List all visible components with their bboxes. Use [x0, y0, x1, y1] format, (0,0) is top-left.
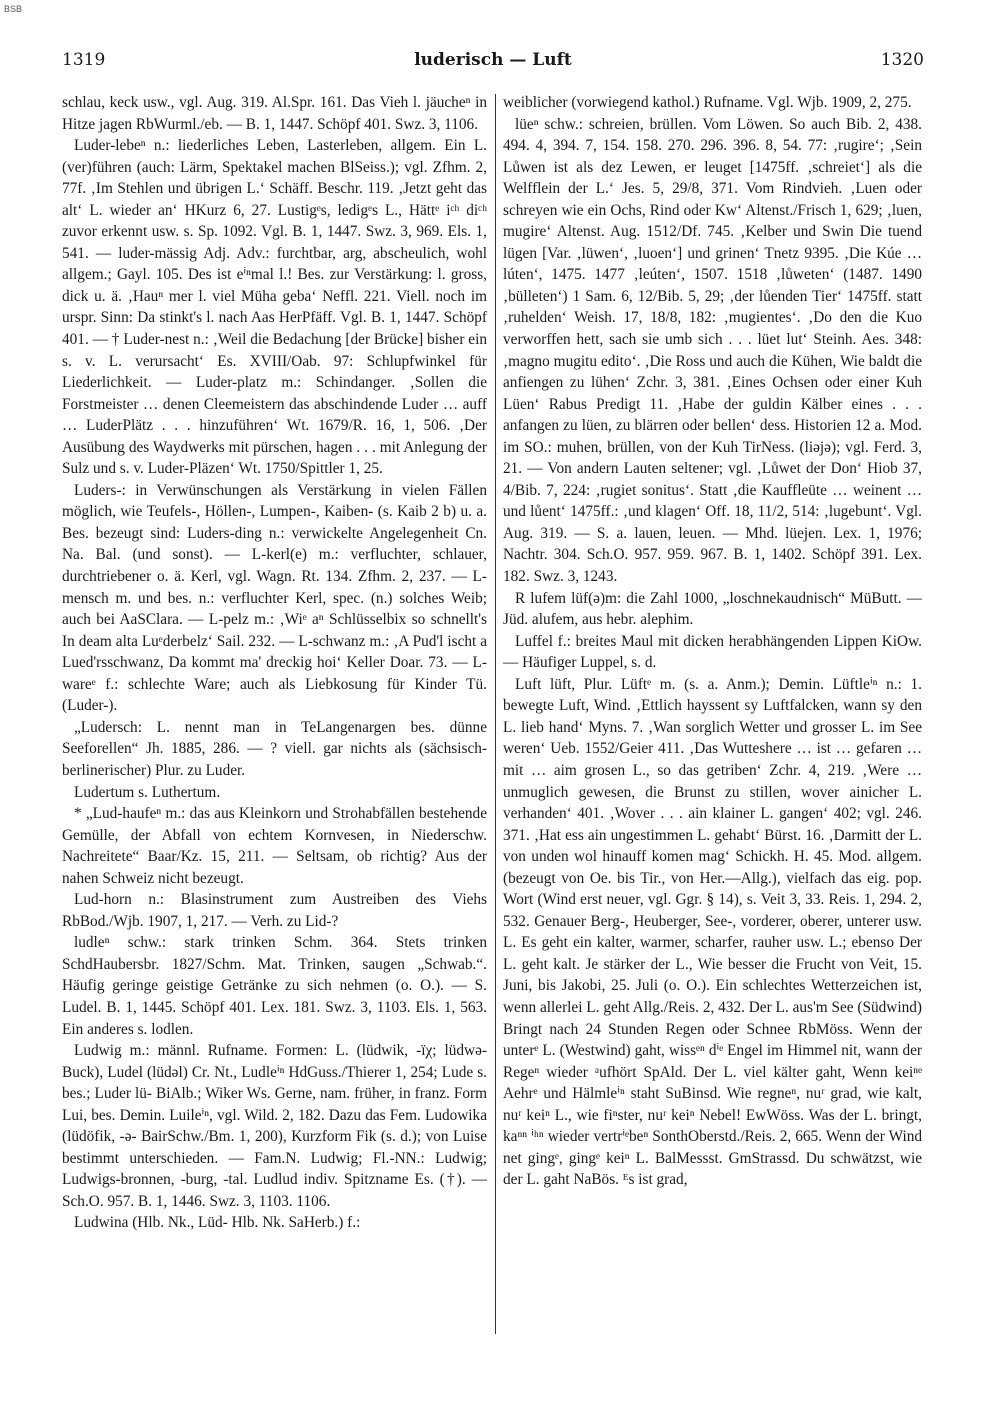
dictionary-entry: Ludwig m.: männl. Rufname. Formen: L. (lüdwik, -ïχ; lüdwə- Buck), Ludel (lüdəl) Cr. Nt., Ludleⁱⁿ HdGuss./Thierer 1, 254; Lude s. bes.; Luder lü- BiAlb.; Wiker Ws. Gerne, nam. früher, in franz. Form Lui, bes. Demin. Luileⁱⁿ, vgl. Wild. 2, 182. Dazu das Fem. Ludowika (lüdöfik, -ə- BairSchw./Bm. 1, 200), Kurzform Fik (s. d.); von Luise bestimmt unterschieden. — Fam.N. Ludwig; Fl.-NN.: Ludwig; Ludwigs-bronnen, -burg, -tal. Ludlud indiv. Spitzname Es. (†). — Sch.O. 957. B. 1, 1446. Swz. 3, 1103. 1106.: [62, 1042, 487, 1210]
page-number-right: 1320: [880, 50, 924, 70]
dictionary-entry: lüeⁿ schw.: schreien, brüllen. Vom Löwen. So auch Bib. 2, 438. 494. 4, 394. 7, 154. 158. 270. 296. 396. 8, 54. 77: ‚rugire‘; ‚Sein Lůwen ist als dez Lewen, er leuget [1475ff. ‚schreiet‘] als die Welfflein der L.‘ Jes. 5, 29/8, 371. Vom Rindvieh. ‚Luen oder schreyen wie ein Ochs, Rind oder Kw‘ Altenst./Frisch 1, 629; ‚luen, mugire‘ Altenst. Aug. 1512/Df. 745. ‚Kelber und Swin Die tuend lügen [Var. ‚lüwen‘, ‚luoen‘] und grinen‘ Tnetz 9395. ‚Die Kúe … lúten‘, 1475. 1477 ‚leúten‘, 1507. 1518 ‚lůweten‘ (1487. 1490 ‚bülleten‘) 1 Sam. 6, 12/Bib. 5, 29; ‚der lůenden Tier‘ 1475ff. statt ‚ruhelden‘ Weish. 17, 18/8, 182: ‚mugientes‘. ‚Do den die Kuo verworffen hett, sach sie umb sich . . . lüet lut‘ Steinh. Aes. 348: ‚magno mugitu edito‘. ‚Die Ross und auch die Kühen, Wie baldt die anfiengen zu lühen‘ Zchr. 3, 381. ‚Eines Ochsen oder einer Kuh Lüen‘ Rabus Predigt 11. ‚Habe der guldin Kälber eines . . . anfangen zu lüen, zu blärren oder bellen‘ dess. Historien 12 a. Mod. im SO.: muhen, brüllen, von der Kuh TirNess. (liəjə); vgl. Ferd. 3, 21. — Von andern Lauten seltener; vgl. ‚Lůwet der Don‘ Hiob 37, 4/Bib. 7, 224: ‚rugiet sonitus‘. Statt ‚die Kauffleüte … weinent … und lůent‘ 1475ff.: ‚und klagen‘ Off. 18, 11/2, 514: ‚lugebunt‘. Vgl. Aug. 319. — S. a. lauen, leuen. — Mhd. lüejen. Lex. 1, 1976; Nachtr. 304. Sch.O. 957. 959. 967. B. 1, 1402. Schöpf 391. Lex. 182. Swz. 3, 1243.: [503, 115, 922, 586]
page-number-left: 1319: [62, 50, 106, 70]
dictionary-entry: schlau, keck usw., vgl. Aug. 319. Al.Spr. 161. Das Vieh l. jäucheⁿ in Hitze jagen RbWurml./eb. — B. 1, 1447. Schöpf 401. Swz. 3, 1106.: [62, 94, 487, 133]
dictionary-entry: Ludwina (Hlb. Nk., Lüd- Hlb. Nk. SaHerb.) f.:: [74, 1214, 361, 1232]
left-column: [62, 92, 487, 1402]
page-header: [62, 50, 924, 74]
dictionary-entry: Luft lüft, Plur. Lüftᵉ m. (s. a. Anm.); Demin. Lüftleⁱⁿ n.: 1. bewegte Luft, Wind. ‚Ettlich hayssent sy Luftfalcken, wann sy den L. lieb hand‘ Myns. 7. ‚Wan sorglich Wetter und grosser L. im See weren‘ Ueb. 1552/Geier 411. ‚Das Wutteshere … ist … gefaren … mit … aim grosen L., so das getriben‘ Zchr. 4, 219. ‚Were … unmuglich gewesen, die Brunst zu stillen, wover ainicher L. verhanden‘ 401. ‚Wover . . . ain klainer L. gangen‘ 402; vgl. 246. 371. ‚Hat ess ain ungestimmen L. gehabt‘ Bürst. 16. ‚Darmitt der L. von unden wol hinauff komen mag‘ Schickh. H. 45. Mod. allgem. (bezeugt von Oe. bis Tir., von Her.—Allg.), vielfach das eig. pop. Wort (Wind erst neuer, vgl. Ggr. § 14), s. Veit 3, 33. Reis. 1, 294. 2, 532. Genauer Berg-, Heuberger, See-, vorderer, oberer, unterer usw. L. Es geht ein kalter, warmer, scharfer, rauher usw. L.; ebenso Der L. geht kalt. Je stärker der L., Wie besser die Frucht von Veit, 15. Juni, bis Jakobi, 25. Juli (o. O.). Ein schlechtes Wetterzeichen ist, wenn allerlei L. geht Allg./Reis. 2, 432. Der L. aus'm See (Südwind) Bringt nach 24 Stunden Regen oder Schnee RbMöss. Wenn der unterᵉ L. (Westwind) gaht, wissᵉⁿ dⁱᵉ Engel im Himmel nit, wann der Regeⁿ wieder ᵃufhört SpAld. Der L. viel kälter gaht, Wenn keiⁿᵉ Aehrᵉ und Hälmleⁱⁿ staht SuBinsd. Wie regneⁿ, nuʳ grad, wie kalt, nuʳ keiⁿ L., wie fiⁿster, nuʳ keiⁿ Nebel! EwWöss. Was der L. bringt, kaⁿⁿ ⁱʰⁿ wieder vertrⁱᵉbeⁿ SonthOberstd./Reis. 2, 665. Wenn der Wind net gingᵉ, gingᵉ keiⁿ L. BalMessst. GmStrassd. Du schwätzst, wie der L. gaht NaBös. ᴱs ist grad,: [503, 675, 922, 1189]
dictionary-entry: Ludertum s. Luthertum.: [74, 783, 221, 801]
dictionary-entry: Luder-lebeⁿ n.: liederliches Leben, Lasterleben, allgem. Ein L. (ver)führen (auch: Lärm, Spektakel machen BlSeiss.); vgl. Zfhm. 2, 77f. ‚Im Stehlen und übrigen L.‘ Schäff. Beschr. 119. ‚Jetzt geht das alt‘ L. wieder an‘ HKurz 6, 27. Lustigᵉs, ledigᵉs L., Hättᵉ iᶜʰ diᶜʰ zuvor erkennt usw. s. Sp. 1092. Vgl. B. 1, 1447. Swz. 3, 969. Els. 1, 541. — luder-mässig Adj. Adv.: furchtbar, arg, abscheulich, wohl allgem.; Gayl. 105. Des ist eⁱⁿmal l.! Bes. zur Verstärkung: l. gross, dick u. ä. ‚Hauⁿ mer l. viel Müha geba‘ Neffl. 221. Viell. noch im urspr. Sinn: Da stinkt's l. nach Aas HerPfäff. Vgl. B. 1, 1447. Schöpf 401. — † Luder-nest n.: ‚Weil die Bedachung [der Brücke] bisher ein s. v. L. verursacht‘ Es. XVIII/Oab. 97: Schlupfwinkel für Liederlichkeit. — Luder-platz m.: Schindanger. ‚Sollen die Forstmeister … denen Cleemeistern das abschindende Luder … auff … LuderPlätz . . . hinzuführen‘ Wt. 1679/R. 16, 1, 506. ‚Der Ausübung des Waydwerks mit pürschen, hagen . . . mit Anlegung der Sulz und s. v. Luder-Pläzen‘ Wt. 1750/Spittler 1, 25.: [62, 137, 487, 478]
dictionary-entry: Luders-: in Verwünschungen als Verstärkung in vielen Fällen möglich, wie Teufels-, Höllen-, Lumpen-, Kaiben- (s. Kaib 2 b) u. a. Bes. bezeugt sind: Luders-ding n.: verwickelte Angelegenheit Cn. Na. Bal. (und sonst). — L-kerl(e) m.: verfluchter, schlauer, durchtriebener o. ä. Kerl, vgl. Wagn. Rt. 134. Zfhm. 2, 237. — L-mensch m. und bes. n.: verfluchter Kerl, spec. (n.) solches Weib; auch bei AaSClara. — L-pelz m.: ‚Wiᵉ aⁿ Schlüsselbix so schnellt's In deam alta Luᵉderbelz‘ Sail. 232. — L-schwanz m.: ‚A Pud'l ischt a Lued'rsschwanz, Da kommt ma' dreckig hoi‘ Keller Doar. 73. — L-wareᵉ f.: schlechte Ware; auch als Liebkosung für Kinder Tü. (Luder-).: [62, 481, 487, 715]
dictionary-entry: Lud-horn n.: Blasinstrument zum Austreiben des Viehs RbBod./Wjb. 1907, 1, 217. — Verh. zu Lid-?: [62, 891, 487, 930]
dictionary-entry: Luffel f.: breites Maul mit dicken herabhängenden Lippen KiOw. — Häufiger Luppel, s. d.: [503, 632, 922, 672]
dictionary-entry: weiblicher (vorwiegend kathol.) Rufname. Vgl. Wjb. 1909, 2, 275.: [503, 94, 912, 111]
dictionary-entry: „Ludersch: L. nennt man in TeLangenargen bes. dünne Seeforellen“ Jh. 1885, 286. — ? viell. gar nichts als (sächsisch-berlinerischer) Plur. zu Luder.: [62, 718, 487, 779]
page-title: luderisch — Luft: [414, 50, 572, 70]
right-column: [503, 92, 922, 1402]
library-watermark: BSB: [4, 4, 23, 14]
dictionary-entry: ludleⁿ schw.: stark trinken Schm. 364. Stets trinken SchdHaubersbr. 1827/Schm. Mat. Trinken, saugen „Schwab.“. Häufig geringe geistige Getränke zu sich nehmen (o. O.). — S. Ludel. B. 1, 1445. Schöpf 401. Lex. 181. Swz. 3, 1103. Els. 1, 563. Ein anderes s. lodlen.: [62, 934, 487, 1038]
dictionary-entry: R lufem lüf(ə)m: die Zahl 1000, „loschnekaudnisch“ MüButt. — Jüd. alufem, aus hebr. alephim.: [503, 589, 922, 629]
column-divider: [495, 94, 496, 1334]
dictionary-entry: * „Lud-haufeⁿ m.: das aus Kleinkorn und Strohabfällen bestehende Gemülle, der Abfall von echtem Kornvesen, in Niederschw. Nachreitete“ Baar/Kz. 15, 211. — Seltsam, ob richtig? Aus der nahen Schweiz nicht bezeugt.: [62, 805, 487, 887]
